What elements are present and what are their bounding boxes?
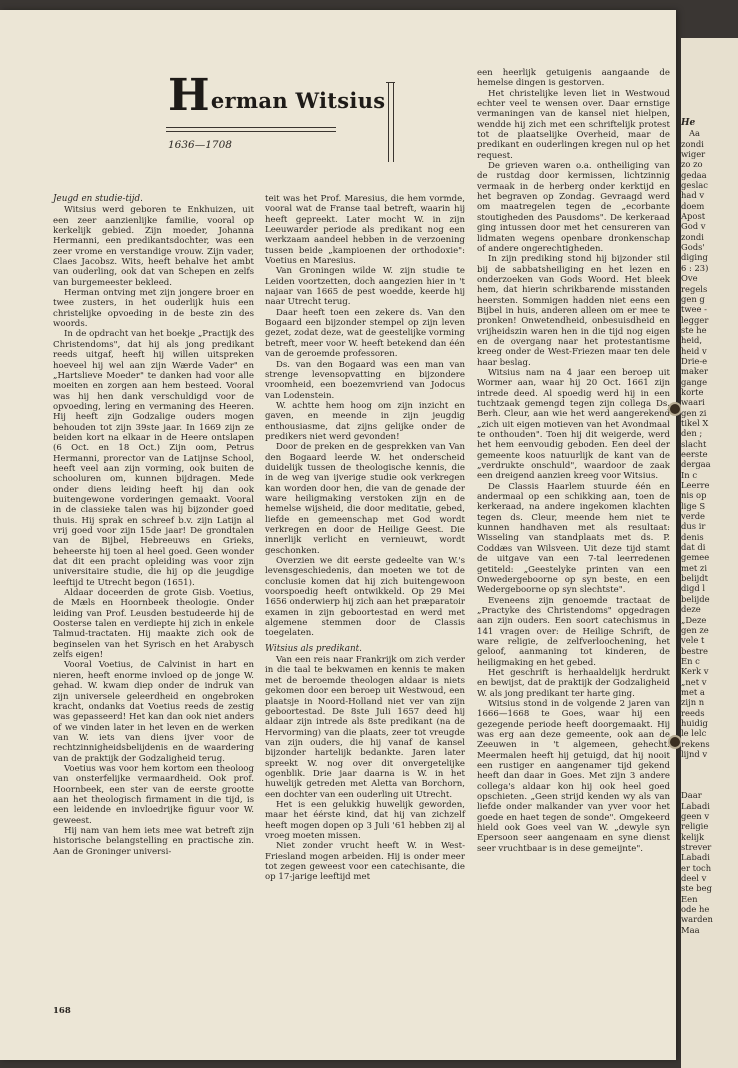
fragment-line: deel v (681, 873, 707, 884)
fragment-line: Leerre (681, 480, 710, 491)
fragment-line: En c (681, 655, 700, 666)
fragment-line: vele t (681, 635, 705, 646)
fragment-line: heid, (681, 335, 703, 346)
fragment-line: zondi (681, 138, 704, 149)
fragment-line: Een (681, 893, 698, 904)
title-rule-second (166, 131, 336, 132)
next-page-heading: He (681, 118, 696, 128)
fragment-line: ste beg (681, 883, 712, 894)
lifespan-dates: 1636—1708 (168, 139, 232, 151)
fragment-line: lijnd v (681, 748, 708, 759)
fragment-line: deze (681, 604, 701, 615)
fragment-line (681, 770, 738, 780)
paragraph: Daar heeft toen een zekere ds. Van den Bogaard een bijzonder stempel op zijn leven gezet, zodat deze, wat de geestelijke vorming betreft, meer voor W. heeft betekend dan één van de geroemde professoren. (265, 307, 465, 360)
fragment-line: gemee (681, 552, 710, 563)
magazine-page (0, 10, 676, 1060)
section-heading-youth: Jeugd en studie-tijd. (53, 194, 143, 204)
fragment-line: Apost (681, 211, 706, 222)
fragment-line: le lelc (681, 728, 707, 739)
fragment-line: geslac (681, 180, 708, 191)
fragment-line: er toch (681, 862, 712, 873)
fragment-line: bestre (681, 645, 708, 656)
fragment-line: warden (681, 914, 713, 925)
fragment-line: tikel X (681, 417, 709, 428)
fragment-line: digd l (681, 583, 706, 594)
fragment-line: Gods' (681, 242, 705, 253)
fragment-line: rekens (681, 738, 710, 749)
paragraph: teit was het Prof. Maresius, die hem vormde, vooral wat de Franse taal betreft, waarin hij heeft gepreekt. Later mocht W. in zijn Leeuwarder periode als predikant nog een werkzaam aandeel hebben in de verzoening tussen beide „kampioenen der orthodoxie": Voetius en Maresius. (265, 194, 465, 267)
fragment-line (681, 759, 738, 769)
fragment-line: wiger (681, 149, 706, 160)
paragraph: W. achtte hem hoog om zijn inzicht en gaven, en meende in zijn jeugdig enthousiasme, dat zijns gelijke onder de predikers niet werd gevonden! (265, 400, 465, 442)
paragraph: Het geschrift is herhaaldelijk herdrukt en bewijst, dat de praktijk der Godzaligheid W. als jong predikant ter harte ging. (477, 667, 670, 699)
paragraph: Witsius stond in de volgende 2 jaren van 1666—1668 te Goes, waar hij een gezegende periode heeft doorgemaakt. Hij was erg aan deze gemeente, ook aan de Zeeuwen in 't algemeen, gehecht. Meermalen heeft hij getuigd, dat hij nooit een rustiger en aangenamer tijd gekend heeft dan daar in Goes. Met zijn 3 andere collega's aldaar kon hij ook heel goed opschieten. „Geen strijd kenden wy als van liefde onder malkander van yver voor het goede en haet tegen de sonde". Omgekeerd hield ook Goes veel van W. „dewyle syn Epersoon seer aangenaam en syne dienst seer vruchtbaar is in dese gemeijnte". (477, 698, 670, 854)
fragment-line: den ; (681, 428, 703, 439)
section-heading-predikant: Witsius als predikant. (265, 643, 362, 654)
column-3 (477, 68, 670, 854)
paragraph: Overzien we dit eerste gedeelte van W.'s levensgeschiedenis, dan moeten we tot de conclusie komen dat hij zich buitengewoon voorspoedig heeft ontwikkeld. Op 29 Mei 1656 onderwierp hij zich aan het præparatoir examen in zijn geboortestad en werd met algemene stemmen door de Classis toegelaten. (265, 556, 465, 639)
fragment-line: dus ir (681, 521, 706, 532)
binding-hole-top (670, 404, 680, 414)
page-number: 168 (53, 1006, 71, 1016)
fragment-line: korte (681, 386, 704, 397)
title-initial: H (168, 70, 210, 121)
fragment-line: verde (681, 511, 706, 522)
paragraph: Van Groningen wilde W. zijn studie te Leiden voortzetten, doch aangezien hier in 't najaar van 1665 de pest woedde, keerde hij naar Utrecht terug. (265, 266, 465, 308)
fragment-line: gen ze (681, 624, 709, 635)
fragment-line: Labadi (681, 800, 710, 811)
fragment-line: had v (681, 190, 705, 201)
paragraph: Niet zonder vrucht heeft W. in West-Friesland mogen arbeiden. Hij is onder meer tot zegen geweest voor een catechisante, die op 17-jarige leeftijd met (265, 841, 465, 883)
fragment-line: lige S (681, 500, 706, 511)
fragment-line: legger (681, 314, 709, 325)
fragment-line: religie (681, 821, 709, 832)
paragraph: een heerlijk getuigenis aangaande de hemelse dingen is gestorven. (477, 68, 670, 89)
fragment-line: doem (681, 200, 705, 211)
paragraph: In de opdracht van het boekje „Practijk des Christendoms", dat hij als jong predikant reeds uitgaf, heeft hij willen uitspreken hoeveel hij wel aan zijn Wærde Vader" en „Hartslieve Moeder" te danken had voor alle moeiten en zorgen aan hem besteed. Vooral was hij hen dank verschuldigd voor de opvoeding, lering en vermaning des Heeren. Hij heeft zijn Godzalige ouders mogen behouden tot zijn 39ste jaar. In 1669 zijn ze beiden kort na elkaar in de Heere ontslapen (6 Oct. en 18 Oct.) Zijn oom, Petrus Hermanni, prorector van de Latijnse School, heeft veel aan zijn vorming, ook buiten de schooluren om, kunnen bijdragen. Mede onder diens leiding heeft hij dan ook buitengewone vorderingen gemaakt. Vooral in de classieke talen was hij bijzonder goed thuis. Hij sprak en schreef b.v. zijn Latijn al vrij goed voor zijn 15de jaar! De grondtalen van de Bijbel, Hebreeuws en Grieks, beheerste hij toen al heel goed. Geen wonder dat dit een pracht opleiding was voor zijn universitaire studie, die hij op die jeugdige leeftijd te Utrecht begon (1651). (53, 329, 254, 588)
next-page-text-fragment (681, 118, 738, 935)
paragraph: Aldaar doceerden de grote Gisb. Voetius, de Mæls en Hoornbeek theologie. Onder leiding van Prof. Leusden bestudeerde hij de Oosterse talen en verdiepte hij zich in enkele Talmud-tractaten. Hij maakte zich ook de beginselen van het Syrisch en het Arabysch zelfs eigen! (53, 588, 254, 661)
fragment-line: dergaa (681, 459, 711, 470)
paragraph: Het is een gelukkig huwelijk geworden, maar het éérste kind, dat hij van zichzelf heeft mogen dopen op 3 Juli '61 hebben zij al vroeg moeten missen. (265, 799, 465, 841)
title-text: erman Witsius (210, 88, 386, 113)
paragraph: Vooral Voetius, de Calvinist in hart en nieren, heeft enorme invloed op de jonge W. gehad. W. kwam diep onder de indruk van zijn universele geleerdheid en ongebroken kracht, ondanks dat Voetius reeds de zestig was gepasseerd! Het kan dan ook niet anders of we vinden later in het leven en de werken van W. iets van diens ijver voor de rechtzinnigheidsbelijdenis en de waardering van de praktijk der Godzaligheid terug. (53, 660, 254, 764)
fragment-line: slacht (681, 438, 707, 449)
fragment-line: Kerk v (681, 666, 709, 677)
fragment-line: zo zo (681, 159, 703, 170)
next-page-edge (681, 38, 738, 1068)
fragment-line: Drie-e (681, 355, 708, 366)
paragraph: Het christelijke leven liet in Westwoud echter veel te wensen over. Daar ernstige vermaningen van de kansel niet hielpen, wendde hij zich met een schriftelijk protest tot de plaatselijke Overheid, maar de predikant en ouderlingen kregen nul op het request. (477, 88, 670, 161)
paragraph: Ds. van den Bogaard was een man van strenge levensopvatting en bijzondere vroomheid, een boezemvriend van Jodocus van Lodenstein. (265, 359, 465, 401)
fragment-line: diging (681, 252, 708, 263)
fragment-line: ode he (681, 904, 710, 915)
fragment-line: gange (681, 376, 708, 387)
fragment-line: Labadi (681, 852, 710, 863)
fragment-line: maker (681, 366, 708, 377)
fragment-line: gedaa (681, 169, 707, 180)
paragraph: Herman ontving met zijn jongere broer en twee zusters, in het ouderlijk huis een christelijke opvoeding in de beste zin des woords. (53, 288, 254, 330)
column-1 (53, 194, 254, 857)
fragment-line: „Deze (681, 614, 707, 625)
paragraph: Witsius nam na 4 jaar een beroep uit Wormer aan, waar hij 20 Oct. 1661 zijn intrede deed. Al spoedig werd hij in een tuchtzaak gemengd tegen zijn collega Ds. Berh. Cleur, aan wie het werd aangerekend „zich uit eigen motieven van het Avondmaal te onthouden". Toen hij dit weigerde, werd het hem eenvoudig geboden. Een deel der gemeente koos natuurlijk de kant van de „verdrukte onschuld", waardoor de zaak een dreigend aanzien kreeg voor Witsius. (477, 367, 670, 482)
fragment-line: gen g (681, 293, 705, 304)
fragment-line: twee - (681, 304, 707, 315)
fragment-line: belijde (681, 593, 710, 604)
fragment-line: geen v (681, 811, 710, 822)
fragment-line: Aa (689, 128, 701, 139)
fragment-line: dat di (681, 542, 706, 553)
fragment-line: regels (681, 283, 708, 294)
fragment-line: „net v (681, 676, 707, 687)
fragment-line: Ove (681, 273, 698, 284)
fragment-line: strever (681, 842, 712, 853)
fragment-line (681, 780, 738, 790)
paragraph: Hij nam van hem iets mee wat betreft zijn historische belangstelling en practische zin. Aan de Groninger universi- (53, 825, 254, 857)
paragraph: De Classis Haarlem stuurde één en andermaal op een schikking aan, toen de kerkeraad, na andere ingekomen klachten tegen ds. Cleur, meende hem niet te kunnen handhaven met als resultaat: Wisseling van standplaats met ds. P. Coddæs van Wilsveen. Uit deze tijd stamt de uitgave van een 7-tal leerredenen getiteld: „Geestelyke printen van een Onwedergeboorne op syn beste, en een Wedergeboorne op syn slechtste". (477, 481, 670, 596)
title-rule (166, 127, 336, 128)
paragraph: De grieven waren o.a. ontheiliging van de rustdag door kermissen, lichtzinnig vermaak in de herberg onder kerktijd en het begraven op Zondag. Gevraagd werd om maatregelen tegen de „ecorbante stoutigheden des Pausdoms". De kerkeraad ging intussen door met het censureren van lidmaten wegens openbare dronkenschap of andere ongerechtigheden. (477, 161, 670, 254)
fragment-line: 6 : 23) (681, 262, 709, 273)
paragraph: Voetius was voor hem kortom een theoloog van onsterfelijke vermaardheid. Ook prof. Hoornbeek, een ster van de eerste grootte aan het theologisch firmament in die tijd, is een leidende en invloedrijke figuur voor W. geweest. (53, 763, 254, 826)
fragment-line: ste he (681, 324, 707, 335)
fragment-line: denis (681, 531, 704, 542)
fragment-line: Maa (681, 924, 700, 935)
fragment-line: Daar (681, 790, 702, 801)
fragment-line: huidig (681, 717, 708, 728)
fragment-line: met zi (681, 562, 708, 573)
fragment-line: reeds (681, 707, 705, 718)
fragment-line: belijdt (681, 573, 708, 584)
paragraph: Van een reis naar Frankrijk om zich verder in die taal te bekwamen en kennis te maken met de beroemde theologen aldaar is niets gekomen door een beroep uit Westwoud, een plaatsje in Noord-Holland niet ver van zijn geboortestad. De 8ste Juli 1657 deed hij aldaar zijn intrede als 8ste predikant (na de Hervorming) van die plaats, zeer tot vreugde van zijn ouders, die hij vanaf de kansel bijzonder hartelijk bedankte. Jaren later spreekt W. nog over dit onvergetelijke ogenblik. Drie jaar daarna is W. in het huwelijk getreden met Aletta van Borchorn, een dochter van een ouderling uit Utrecht. (265, 655, 465, 800)
fragment-line: In c (681, 469, 698, 480)
binding-hole-bottom (670, 737, 680, 747)
fragment-line: God v (681, 221, 706, 232)
fragment-line: eerste (681, 449, 708, 459)
fragment-line: kelijk (681, 831, 705, 842)
paragraph: Door de preken en de gesprekken van Van den Bogaard leerde W. het onderscheid duidelijk tussen de theologische kennis, die in de weg van ijverige studie ook verkregen kan worden door hen, die van de genade der ware heiligmaking verstoken zijn en de hemelse wijsheid, die door meditatie, gebed, liefde en gemeenschap met God wordt verkregen en door de Heilige Geest. Die innerlijk verlicht en vernieuwt, wordt geschonken. (265, 442, 465, 556)
fragment-line: met a (681, 686, 705, 697)
fragment-line: heid v (681, 345, 707, 356)
fragment-line: zondi (681, 231, 704, 242)
article-title (168, 70, 398, 121)
fragment-line: gen zi (681, 407, 707, 418)
paragraph: In zijn prediking stond hij bijzonder stil bij de sabbatsheiliging en het lezen en onderzoeken van Gods Woord. Het bleek hem, dat hierin schrikbarende misstanden heersten. Sommigen hadden niet eens een Bijbel in huis, anderen alleen om er mee te pronken! Onwetendheid, onbesuisdheid en vrijheidszin waren hen in die tijd nog eigen en de overgang naar het protestantisme kreeg onder de West-Friezen maar ten dele haar beslag. (477, 254, 670, 368)
fragment-line: waari (681, 397, 705, 408)
fragment-line: zijn n (681, 697, 705, 708)
paragraph: Eveneens zijn genoemde tractaat de „Practyke des Christendoms" opgedragen aan zijn ouders. Een soort catechismus in 141 vragen over: de Heilige Schrift, de ware religie, de zelfverloochening, het geloof, aanmaning tot kinderen, de heiligmaking en het gebed. (477, 595, 670, 668)
column-2 (265, 194, 465, 883)
decorative-bracket (388, 82, 398, 162)
paragraph: Witsius werd geboren te Enkhuizen, uit een zeer aanzienlijke familie, vooral op kerkelijk gebied. Zijn moeder, Johanna Hermanni, een predikantsdochter, was een zeer vrome en verstandige vrouw. Zijn vader, Claes Jacobsz. Wits, heeft behalve het ambt van ouderling, ook dat van Schepen en zelfs van burgemeester bekleed. (53, 205, 254, 288)
fragment-line: nis op (681, 490, 707, 501)
